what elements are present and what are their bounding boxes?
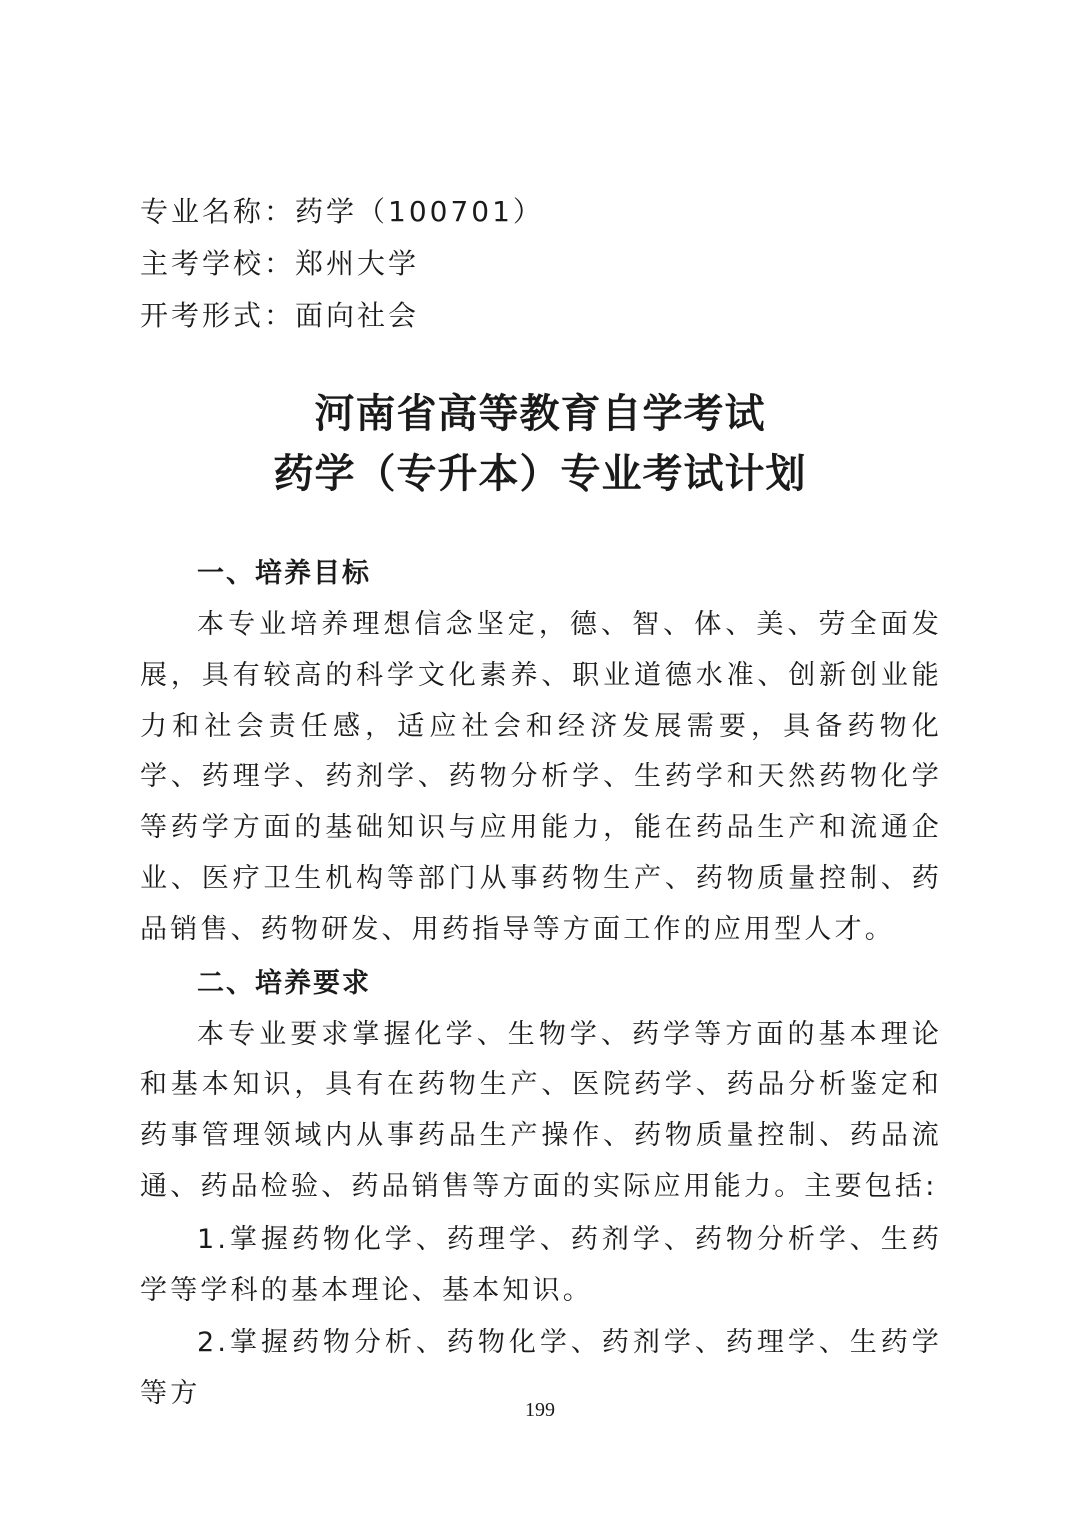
document-title bbox=[0, 384, 1080, 504]
exam-form-line: 开考形式：面向社会 bbox=[140, 299, 420, 332]
paragraph-training-goal: 本专业培养理想信念坚定，德、智、体、美、劳全面发展，具有较高的科学文化素养、职业道德水准、创新创业能力和社会责任感，适应社会和经济发展需要，具备药物化学、药理学、药剂学、药物分析学、生药学和天然药物化学等药学方面的基础知识与应用能力，能在药品生产和流通企业、医疗卫生机构等部门从事药物生产、药物质量控制、药品销售、药物研发、用药指导等方面工作的应用型人才。 bbox=[140, 609, 942, 945]
title-line-2: 药学（专升本）专业考试计划 bbox=[273, 450, 807, 497]
document-body bbox=[140, 548, 942, 1420]
major-name-line: 专业名称：药学（100701） bbox=[140, 195, 544, 228]
page-number: 199 bbox=[525, 1399, 555, 1421]
section-heading-training-requirements: 二、培养要求 bbox=[197, 967, 371, 999]
requirement-item-1: 1.掌握药物化学、药理学、药剂学、药物分析学、生药学等学科的基本理论、基本知识。 bbox=[140, 1223, 942, 1306]
program-info bbox=[140, 186, 940, 342]
paragraph-training-requirements: 本专业要求掌握化学、生物学、药学等方面的基本理论和基本知识，具有在药物生产、医院药学、药品分析鉴定和药事管理领域内从事药品生产操作、药物质量控制、药品流通、药品检验、药品销售等方面的实际应用能力。主要包括: bbox=[140, 1018, 942, 1202]
title-line-1: 河南省高等教育自学考试 bbox=[314, 390, 766, 437]
section-heading-training-goal: 一、培养目标 bbox=[197, 558, 371, 589]
host-school-line: 主考学校：郑州大学 bbox=[140, 247, 420, 280]
requirement-item-2: 2.掌握药物分析、药物化学、药剂学、药理学、生药学等方 bbox=[140, 1327, 942, 1410]
